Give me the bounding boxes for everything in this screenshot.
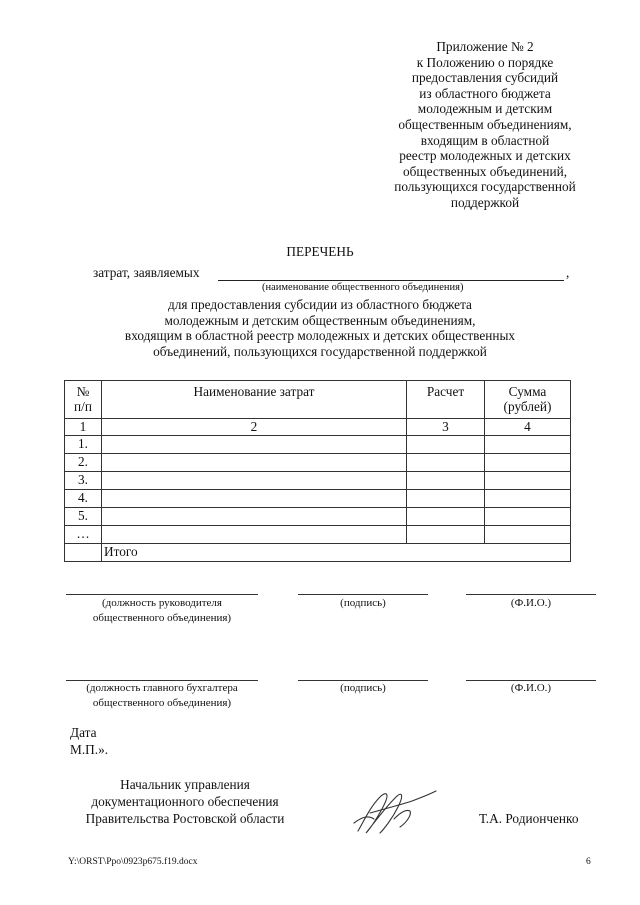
head-signature-line[interactable] xyxy=(298,594,428,595)
calc-cell[interactable] xyxy=(407,490,485,508)
sum-cell[interactable] xyxy=(485,490,571,508)
header-num-line: № xyxy=(76,384,90,399)
calc-cell[interactable] xyxy=(407,508,485,526)
file-path: Y:\ORST\Ppo\0923p675.f19.docx xyxy=(68,857,198,867)
column-number: 4 xyxy=(485,419,571,436)
sum-cell[interactable] xyxy=(485,454,571,472)
stamp-label: М.П.». xyxy=(70,742,109,757)
appendix-line: Приложение № 2 xyxy=(436,39,534,54)
appendix-line: молодежным и детским xyxy=(417,101,553,117)
head-fio-caption: (Ф.И.О.) xyxy=(510,597,552,609)
header-num xyxy=(65,381,102,419)
date-label: Дата xyxy=(70,725,97,740)
purpose-line: объединений, пользующихся государственной поддержкой xyxy=(153,343,487,359)
column-number-row xyxy=(65,419,571,436)
appendix-line: общественным объединениям, xyxy=(398,116,572,132)
appendix-header xyxy=(372,39,598,211)
table-header-row xyxy=(65,381,571,419)
organization-name-hint: (наименование общественного объединения) xyxy=(262,282,464,293)
head-fio-line[interactable] xyxy=(466,594,596,595)
row-number: 1. xyxy=(65,436,102,454)
appendix-line: предоставления субсидий xyxy=(411,70,559,86)
official-title xyxy=(66,776,304,827)
calc-cell[interactable] xyxy=(407,526,485,544)
official-title-line: Правительства Ростовской области xyxy=(85,811,285,826)
official-title-line: документационного обеспечения xyxy=(91,794,279,809)
header-sum-line: Сумма xyxy=(508,384,547,399)
cost-name-cell[interactable] xyxy=(102,436,407,454)
accountant-position-caption xyxy=(56,681,268,711)
official-name: Т.А. Родионченко xyxy=(479,811,579,826)
calc-cell[interactable] xyxy=(407,472,485,490)
cost-name-cell[interactable] xyxy=(102,454,407,472)
calc-cell[interactable] xyxy=(407,454,485,472)
sum-cell[interactable] xyxy=(485,436,571,454)
head-position-line[interactable] xyxy=(66,594,258,595)
official-title-line: Начальник управления xyxy=(120,777,250,792)
caption-line: (должность руководителя xyxy=(102,597,222,609)
header-num-line: п/п xyxy=(74,399,92,414)
table-row xyxy=(65,454,571,472)
purpose-line: молодежным и детским общественным объединениям, xyxy=(164,312,476,328)
total-num-cell xyxy=(65,544,102,562)
appendix-line: общественных объединений, xyxy=(402,163,568,179)
column-number: 2 xyxy=(102,419,407,436)
caption-line: (должность главного бухгалтера xyxy=(86,682,238,694)
row-number: 4. xyxy=(65,490,102,508)
table-row xyxy=(65,490,571,508)
row-number: … xyxy=(65,526,102,544)
cost-name-cell[interactable] xyxy=(102,490,407,508)
appendix-line: поддержкой xyxy=(450,194,520,210)
table-row xyxy=(65,526,571,544)
table-row xyxy=(65,472,571,490)
declared-by-label: затрат, заявляемых xyxy=(93,265,200,280)
cost-name-cell[interactable] xyxy=(102,526,407,544)
appendix-line: реестр молодежных и детских xyxy=(399,148,571,164)
purpose-line: входящим в областной реестр молодежных и детских общественных xyxy=(124,328,516,344)
costs-table xyxy=(64,380,571,562)
cost-name-cell[interactable] xyxy=(102,508,407,526)
header-name: Наименование затрат xyxy=(102,381,407,419)
sum-cell[interactable] xyxy=(485,508,571,526)
header-sum-line: (рублей) xyxy=(503,399,552,414)
appendix-line: к Положению о порядке xyxy=(416,54,554,70)
appendix-line: из областного бюджета xyxy=(419,85,551,101)
header-sum xyxy=(485,381,571,419)
caption-line: общественного объединения) xyxy=(92,697,232,709)
cost-name-cell[interactable] xyxy=(102,472,407,490)
sum-cell[interactable] xyxy=(485,472,571,490)
calc-cell[interactable] xyxy=(407,436,485,454)
header-calc: Расчет xyxy=(407,381,485,419)
head-signature-caption: (подпись) xyxy=(340,597,386,609)
purpose-line: для предоставления субсидии из областного бюджета xyxy=(168,297,472,312)
row-number: 2. xyxy=(65,454,102,472)
column-number: 3 xyxy=(407,419,485,436)
page-number: 6 xyxy=(586,857,591,867)
total-label: Итого xyxy=(102,544,571,562)
row-number: 5. xyxy=(65,508,102,526)
table-row xyxy=(65,508,571,526)
purpose-text xyxy=(60,297,580,359)
column-number: 1 xyxy=(65,419,102,436)
organization-name-field[interactable] xyxy=(218,280,564,281)
page-title: ПЕРЕЧЕНЬ xyxy=(286,244,354,259)
head-position-caption xyxy=(56,596,268,626)
appendix-line: входящим в областной xyxy=(420,132,550,148)
appendix-line: пользующихся государственной xyxy=(394,179,576,195)
accountant-fio-caption: (Ф.И.О.) xyxy=(510,682,552,694)
declared-by-comma: , xyxy=(566,265,570,280)
handwritten-signature xyxy=(350,783,440,838)
total-row xyxy=(65,544,571,562)
accountant-signature-caption: (подпись) xyxy=(340,682,386,694)
row-number: 3. xyxy=(65,472,102,490)
table-row xyxy=(65,436,571,454)
caption-line: общественного объединения) xyxy=(92,612,232,624)
sum-cell[interactable] xyxy=(485,526,571,544)
